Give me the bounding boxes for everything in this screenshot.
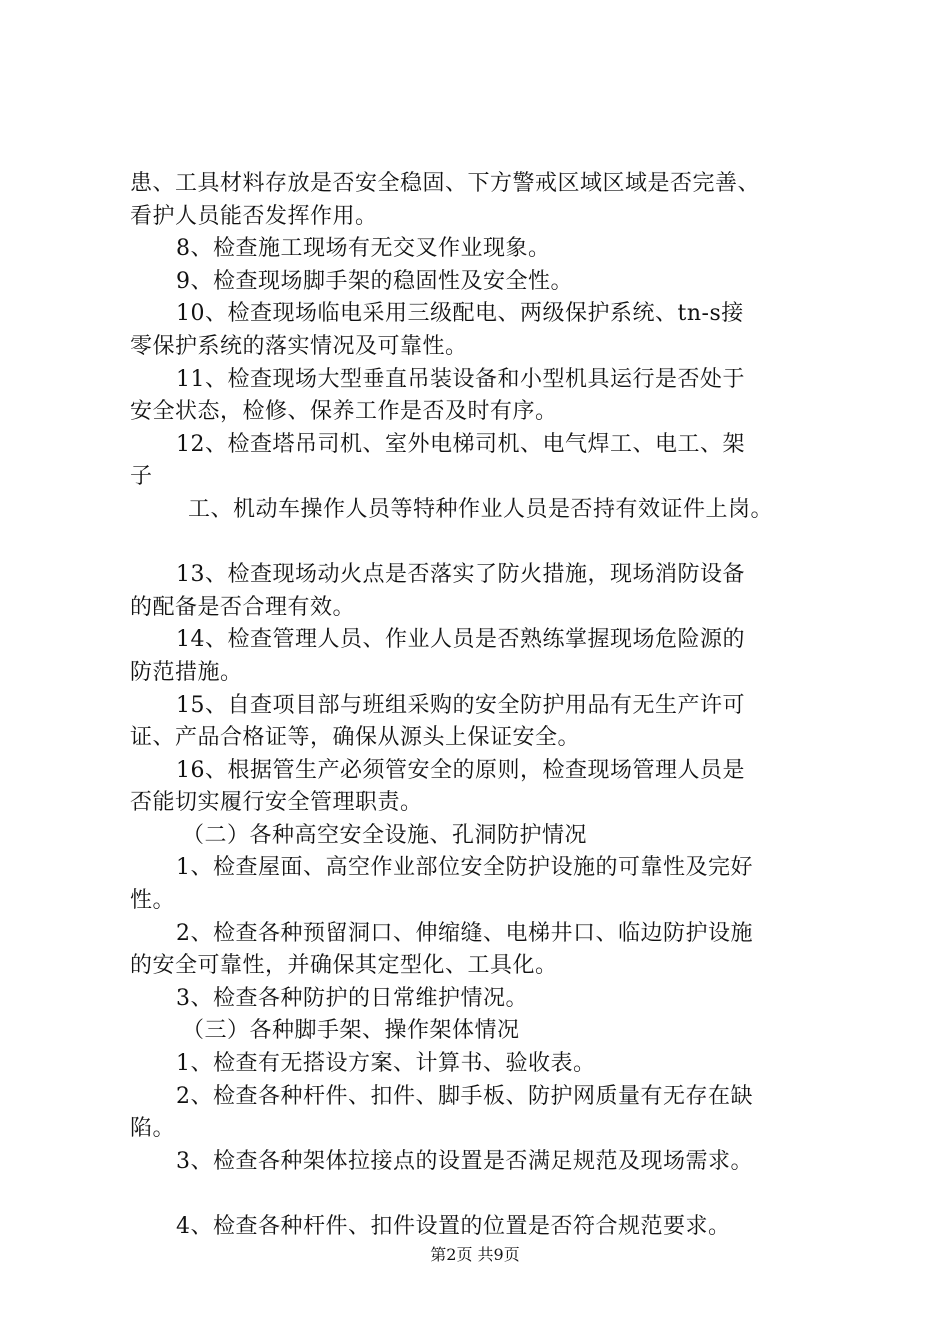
text-line: 防范措施。	[130, 659, 243, 685]
list-item-12: 12、检查塔吊司机、室外电梯司机、电气焊工、电工、架	[176, 431, 745, 457]
text-line: 看护人员能否发挥作用。	[130, 203, 378, 229]
text-line: 安全状态，检修、保养工作是否及时有序。	[130, 399, 558, 425]
text-line: 患、工具材料存放是否安全稳固、下方警戒区域区域是否完善、	[130, 171, 761, 196]
page-number-footer: 第2页 共9页	[430, 1245, 520, 1264]
list-item-9: 9、检查现场脚手架的稳固性及安全性。	[176, 268, 573, 294]
list-item-1: 1、检查屋面、高空作业部位安全防护设施的可靠性及完好	[176, 855, 753, 881]
document-body	[130, 168, 835, 1244]
text-line: 零保护系统的落实情况及可靠性。	[130, 333, 468, 359]
text-line: 的安全可靠性，并确保其定型化、工具化。	[130, 953, 558, 979]
list-item-8: 8、检查施工现场有无交叉作业现象。	[176, 236, 551, 262]
section-heading: （二）各种高空安全设施、孔洞防护情况	[182, 822, 588, 848]
list-item-3: 3、检查各种架体拉接点的设置是否满足规范及现场需求。	[176, 1148, 753, 1174]
list-item-3: 3、检查各种防护的日常维护情况。	[176, 985, 528, 1011]
blank-line	[130, 527, 835, 560]
list-item-14: 14、检查管理人员、作业人员是否熟练掌握现场危险源的	[176, 627, 745, 653]
list-item-4: 4、检查各种杆件、扣件设置的位置是否符合规范要求。	[176, 1214, 731, 1239]
list-item-1: 1、检查有无搭设方案、计算书、验收表。	[176, 1051, 596, 1077]
section-heading: （三）各种脚手架、操作架体情况	[182, 1018, 520, 1044]
list-item-10: 10、检查现场临电采用三级配电、两级保护系统、tn-s接	[176, 301, 744, 327]
list-item-11: 11、检查现场大型垂直吊装设备和小型机具运行是否处于	[176, 366, 745, 392]
text-line: 的配备是否合理有效。	[130, 594, 356, 620]
list-item-2: 2、检查各种杆件、扣件、脚手板、防护网质量有无存在缺	[176, 1083, 753, 1109]
text-line: 否能切实履行安全管理职责。	[130, 790, 423, 816]
text-line: 性。	[130, 888, 176, 914]
text-line: 陷。	[130, 1116, 176, 1142]
text-line: 工、机动车操作人员等特种作业人员是否持有效证件上岗。	[188, 496, 774, 522]
list-item-16: 16、根据管生产必须管安全的原则，检查现场管理人员是	[176, 757, 745, 783]
list-item-15: 15、自查项目部与班组采购的安全防护用品有无生产许可	[176, 692, 745, 718]
text-line: 子	[130, 464, 153, 490]
list-item-13: 13、检查现场动火点是否落实了防火措施，现场消防设备	[176, 562, 745, 588]
list-item-2: 2、检查各种预留洞口、伸缩缝、电梯井口、临边防护设施	[176, 920, 753, 946]
text-line: 证、产品合格证等，确保从源头上保证安全。	[130, 725, 581, 751]
blank-line	[130, 1178, 835, 1211]
